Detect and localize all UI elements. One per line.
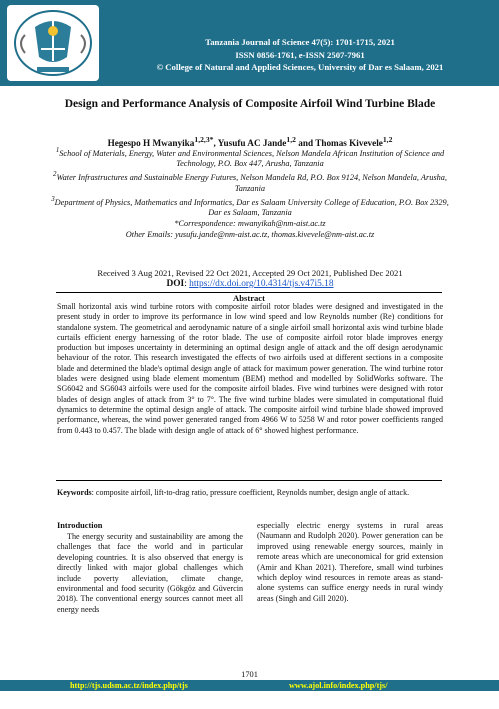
journal-citation: Tanzania Journal of Science 47(5): 1701-1715, 2021 <box>205 37 395 47</box>
keywords-line <box>57 488 443 498</box>
author-name: Yusufu AC Jande <box>217 138 287 149</box>
author-superscript: 1,2 <box>286 135 296 144</box>
intro-right-column <box>257 521 443 604</box>
journal-header-band <box>0 0 499 86</box>
journal-issn: ISSN 0856-1761, e-ISSN 2507-7961 <box>235 49 365 60</box>
correspondence-line: *Correspondence: mwanyikah@nm-aist.ac.tz <box>174 219 326 229</box>
intro-paragraph-right: especially electric energy systems in rural areas (Naumann and Rudolph 2020). Power generation can be improved using renewable energy sources, mainly in remote areas which are uneconomical for grid extension (Amir and Khan 2021). Therefore, small wind turbines which deploy wind resources in remote areas as stand-alone systems can suffice energy needs in rural windy areas (Singh and Gill 2020). <box>257 521 443 603</box>
doi-link[interactable]: https://dx.doi.org/10.4314/tjs.v47i5.18 <box>189 279 334 289</box>
author-name: Hegespo H Mwanyika <box>107 138 195 149</box>
author-list: Hegespo H Mwanyika$^{1,2,3*}$, Yusufu AC Jande$^{1,2}$ and Thomas Kivevele$^{1,2}$ <box>107 135 393 149</box>
affiliation-item: $^2$Water Infrastructures and Sustainable Energy Futures, Nelson Mandela Rd, P.O. Box 9124, Nelson Mandela, Arusha, Tanzania <box>53 171 447 193</box>
abstract-divider <box>56 480 442 481</box>
other-emails-line: Other Emails: yusufu.jande@nm-aist.ac.tz, thomas.kivevele@nm-aist.ac.tz <box>125 230 375 240</box>
received-dates: Received 3 Aug 2021, Revised 22 Oct 2021, Accepted 29 Oct 2021, Published Dec 2021 <box>97 268 403 278</box>
affiliation-item: $^3$Department of Physics, Mathematics and Informatics, Dar es Salaam University College of Education, P.O. Box 2329, Dar es Salaam, Tanzania <box>51 195 449 218</box>
paper-title: Design and Performance Analysis of Composite Airfoil Wind Turbine Blade <box>64 98 436 110</box>
affiliation-list <box>50 146 450 241</box>
intro-paragraph-left: The energy security and sustainability are among the challenges that face the world and in particular developing countries. It is also observed that energy is directly linked with major global challenges which include poverty alleviation, climate change, environmental and food security (Gökgöz and Güvercin 2018). The conventional energy sources cannot meet all energy needs <box>57 531 243 614</box>
affiliation-item: $^1$School of Materials, Energy, Water and Environmental Sciences, Nelson Mandela African Institution of Science and Technology, P.O. Box 447, Arusha, Tanzania <box>55 147 445 169</box>
keywords-label: Keywords <box>57 488 92 497</box>
university-crest-icon <box>7 5 99 81</box>
journal-footer-band <box>0 680 499 691</box>
page-number: 1701 <box>241 670 258 679</box>
doi-line: DOI: https://dx.doi.org/10.4314/tjs.v47i5.18 <box>166 279 334 289</box>
journal-copyright: © College of Natural and Applied Sciences, University of Dar es Salaam, 2021 <box>156 62 444 72</box>
author-name: Thomas Kivevele <box>315 138 383 149</box>
abstract-heading: Abstract <box>56 292 442 303</box>
intro-left-column <box>57 521 243 615</box>
section-heading-introduction: Introduction <box>57 521 103 530</box>
doi-label: DOI <box>166 279 185 289</box>
abstract-body: Small horizontal axis wind turbine rotors with composite airfoil rotor blades were designed and investigated in the present study in order to improve its performance in low wind speed and low Reynolds number (Re) conditions for standalone system. The geometrical and aerodynamic nature of a single airfoil small horizontal axis wind turbine blade curtails efficient energy harnessing of the rotor blade. The use of composite airfoil rotor blade improves energy production but imposes uncertainty in determining an optimal design angle of attack and the off design aerodynamic behaviour of the rotor. This research investigated the effects of two airfoils used at different sections in a composite blade and determined the blade's optimal design angle of attack for maximum power generation. The wind turbine rotor blades were designed using blade element momentum (BEM) method and modelled by SolidWorks software. The SG6042 and SG6043 airfoils were used for the composite airfoil blades. Five wind turbines were designed with rotor blades of design angles of attack from 3° to 7°. The five wind turbine blades were simulated in computational fluid dynamics to determine the optimal design angle of attack. The composite airfoil wind turbine blade showed improved performance, whereas, the wind power generated ranged from 4966 W to 5258 W and rotor power coefficients ranged from 0.443 to 0.457. The blade with design angle of attack of 6° showed highest performance. <box>57 302 443 435</box>
footer-link-tjs[interactable]: http://tjs.udsm.ac.tz/index.php/tjs <box>70 681 188 690</box>
footer-link-ajol[interactable]: www.ajol.info/index.php/tjs/ <box>289 681 388 690</box>
keywords-text: : composite airfoil, lift-to-drag ratio, pressure coefficient, Reynolds number, design angle of attack. <box>91 488 410 497</box>
author-superscript: 1,2,3* <box>194 135 214 144</box>
author-superscript: 1,2 <box>382 135 393 144</box>
